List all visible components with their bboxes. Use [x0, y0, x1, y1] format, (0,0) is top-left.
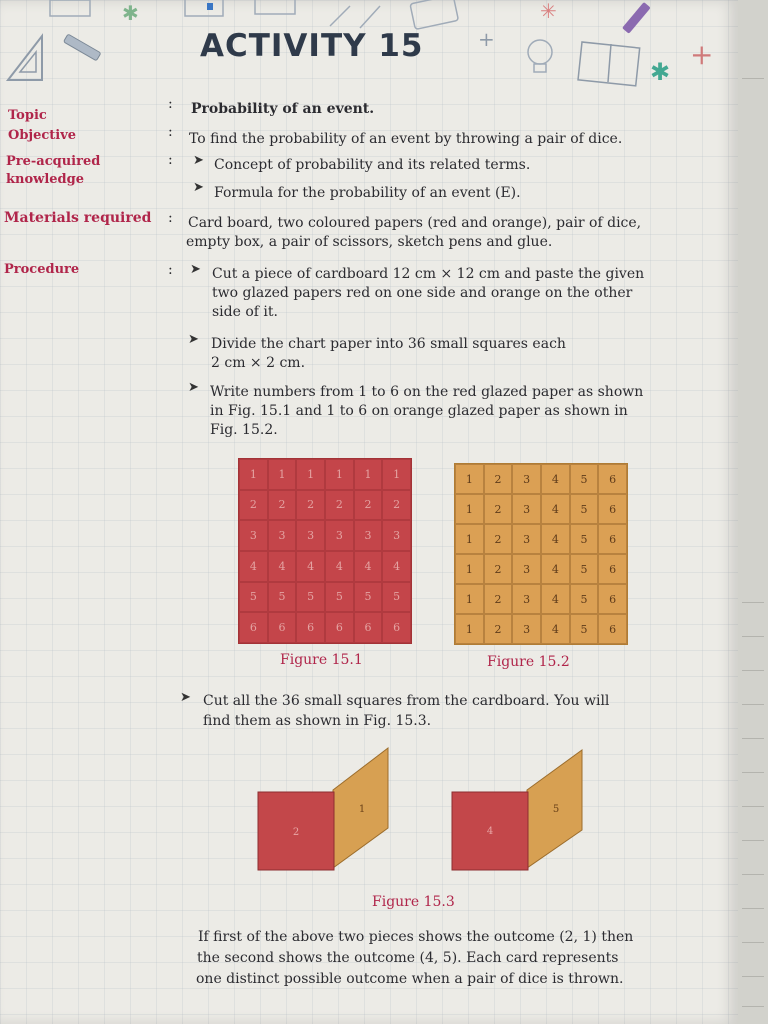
objective-value: To find the probability of an event by throwing a pair of dice.: [189, 131, 623, 147]
red-grid-cell: 3: [296, 520, 325, 551]
svg-text:✱: ✱: [122, 1, 139, 25]
procedure-colon: :: [168, 262, 173, 278]
plus-icon: [478, 27, 713, 71]
activity-title: ACTIVITY 15: [200, 28, 424, 64]
notebook-icon: [50, 0, 90, 16]
red-grid-cell: 2: [382, 490, 411, 521]
orange-grid-cell: 5: [570, 524, 599, 554]
red-grid-cell: 4: [296, 551, 325, 582]
red-grid-cell: 3: [325, 520, 354, 551]
conclusion-line: the second shows the outcome (4, 5). Each card represents: [197, 950, 619, 966]
conclusion-line: If first of the above two pieces shows the outcome (2, 1) then: [198, 929, 634, 945]
topic-colon: :: [168, 96, 173, 112]
orange-grid-cell: 2: [484, 584, 513, 614]
orange-grid-cell: 6: [598, 554, 627, 584]
orange-grid-cell: 2: [484, 464, 513, 494]
materials-line: Card board, two coloured papers (red and orange), pair of dice,: [188, 215, 642, 231]
orange-grid-cell: 5: [570, 614, 599, 644]
procedure-step-1-line: Cut a piece of cardboard 12 cm × 12 cm and paste the given: [212, 266, 645, 282]
bullet-arrow-icon: ➤: [188, 332, 199, 347]
materials-colon: :: [168, 210, 173, 226]
materials-line: empty box, a pair of scissors, sketch pens and glue.: [186, 234, 553, 250]
red-grid-cell: 5: [354, 582, 383, 613]
orange-grid-cell: 1: [455, 524, 484, 554]
procedure-step-1-line: side of it.: [212, 304, 278, 320]
procedure-label: Procedure: [4, 262, 80, 277]
card-1-red-number: 2: [292, 827, 300, 838]
bullet-arrow-icon: ➤: [188, 380, 199, 395]
red-grid-cell: 6: [325, 612, 354, 643]
red-grid-cell: 4: [268, 551, 297, 582]
orange-grid-cell: 4: [541, 554, 570, 584]
red-grid-cell: 3: [354, 520, 383, 551]
red-grid-cell: 1: [268, 459, 297, 490]
red-grid-cell: 2: [296, 490, 325, 521]
card-piece: [452, 750, 582, 870]
pre-acquired-label-line2: knowledge: [6, 172, 84, 187]
orange-grid-cell: 5: [570, 584, 599, 614]
sparkle-icon: [540, 0, 557, 23]
red-grid-cell: 1: [382, 459, 411, 490]
red-grid-cell: 2: [239, 490, 268, 521]
red-grid-cell: 1: [296, 459, 325, 490]
red-grid-cell: 3: [382, 520, 411, 551]
book-stack-icon: [255, 0, 458, 29]
orange-grid-cell: 3: [512, 464, 541, 494]
orange-grid-cell: 4: [541, 614, 570, 644]
red-grid-cell: 5: [382, 582, 411, 613]
card-piece: [258, 748, 388, 870]
conclusion-line: one distinct possible outcome when a pair of dice is thrown.: [196, 971, 624, 987]
red-grid-cell: 2: [354, 490, 383, 521]
svg-text:✱: ✱: [650, 58, 671, 86]
red-grid-cell: 4: [325, 551, 354, 582]
pen-icon: [622, 2, 651, 34]
next-page-edge: [738, 0, 768, 1024]
card-2-orange-number: 5: [552, 804, 560, 815]
orange-grid-cell: 6: [598, 494, 627, 524]
orange-grid-cell: 4: [541, 584, 570, 614]
svg-text:+: +: [478, 27, 495, 51]
pre-acquired-label: Pre-acquired: [6, 154, 101, 169]
topic-label: Topic: [8, 108, 47, 123]
red-grid-cell: 4: [354, 551, 383, 582]
red-grid-cell: 4: [239, 551, 268, 582]
asterisk-icon: [650, 58, 670, 86]
bullet-arrow-icon: ➤: [180, 690, 191, 705]
ruler-icon: [185, 0, 223, 16]
figure-15-1-caption: Figure 15.1: [280, 652, 363, 668]
red-grid-cell: 5: [239, 582, 268, 613]
orange-grid-cell: 2: [484, 554, 513, 584]
procedure-step-3-line: Fig. 15.2.: [210, 422, 278, 438]
orange-grid-cell: 2: [484, 494, 513, 524]
compass-icon: [330, 6, 380, 28]
figure-15-3-cards: [250, 740, 600, 875]
pre-acquired-item: Concept of probability and its related terms.: [214, 157, 531, 173]
set-square-icon: [8, 36, 42, 80]
card-1-orange-number: 1: [358, 804, 366, 815]
objective-label: Objective: [8, 128, 77, 143]
orange-grid-cell: 4: [541, 464, 570, 494]
bullet-arrow-icon: ➤: [193, 180, 204, 195]
topic-value: Probability of an event.: [191, 101, 375, 117]
orange-grid-cell: 1: [455, 464, 484, 494]
red-grid-cell: 6: [296, 612, 325, 643]
procedure-step-4-line: find them as shown in Fig. 15.3.: [203, 713, 432, 729]
orange-grid-cell: 6: [598, 614, 627, 644]
red-grid-cell: 6: [382, 612, 411, 643]
orange-grid-cell: 5: [570, 494, 599, 524]
red-grid-cell: 4: [382, 551, 411, 582]
svg-text:+: +: [690, 38, 714, 71]
red-grid-cell: 1: [239, 459, 268, 490]
orange-grid-cell: 6: [598, 524, 627, 554]
red-grid-cell: 2: [268, 490, 297, 521]
red-grid-cell: 6: [239, 612, 268, 643]
materials-label: Materials required: [4, 210, 152, 226]
red-grid-cell: 6: [354, 612, 383, 643]
svg-text:✳: ✳: [540, 0, 557, 23]
orange-grid-cell: 3: [512, 614, 541, 644]
orange-grid-cell: 1: [455, 614, 484, 644]
bullet-arrow-icon: ➤: [193, 153, 204, 168]
open-book-icon: [578, 42, 640, 86]
figure-15-2-grid: [454, 463, 628, 645]
red-grid-cell: 3: [268, 520, 297, 551]
red-grid-cell: 3: [239, 520, 268, 551]
bullet-arrow-icon: ➤: [190, 262, 201, 277]
orange-grid-cell: 5: [570, 554, 599, 584]
procedure-step-4-line: Cut all the 36 small squares from the cardboard. You will: [203, 693, 610, 709]
orange-grid-cell: 3: [512, 584, 541, 614]
red-grid-cell: 2: [325, 490, 354, 521]
red-grid-cell: 5: [325, 582, 354, 613]
figure-15-1-grid: [238, 458, 412, 644]
orange-grid-cell: 3: [512, 524, 541, 554]
lightbulb-icon: [528, 40, 552, 72]
orange-grid-cell: 4: [541, 494, 570, 524]
orange-grid-cell: 1: [455, 584, 484, 614]
orange-grid-cell: 3: [512, 554, 541, 584]
procedure-step-2-line: Divide the chart paper into 36 small squares each: [211, 336, 566, 352]
star-icon: [122, 1, 139, 25]
orange-grid-cell: 1: [455, 554, 484, 584]
pencil-icon: [64, 34, 101, 61]
procedure-step-2-line: 2 cm × 2 cm.: [211, 355, 306, 371]
red-grid-cell: 1: [325, 459, 354, 490]
red-grid-cell: 6: [268, 612, 297, 643]
procedure-step-1-line: two glazed papers red on one side and orange on the other: [212, 285, 633, 301]
figure-15-3-caption: Figure 15.3: [372, 894, 455, 910]
pre-acquired-colon: :: [168, 152, 173, 168]
red-grid-cell: 5: [268, 582, 297, 613]
orange-grid-cell: 3: [512, 494, 541, 524]
orange-grid-cell: 6: [598, 584, 627, 614]
procedure-step-3-line: in Fig. 15.1 and 1 to 6 on orange glazed paper as shown in: [210, 403, 628, 419]
orange-grid-cell: 4: [541, 524, 570, 554]
figure-15-2-caption: Figure 15.2: [487, 654, 570, 670]
objective-colon: :: [168, 124, 173, 140]
card-2-red-number: 4: [486, 826, 494, 837]
orange-grid-cell: 2: [484, 524, 513, 554]
pre-acquired-item: Formula for the probability of an event (E).: [214, 185, 521, 201]
red-grid-cell: 1: [354, 459, 383, 490]
orange-grid-cell: 1: [455, 494, 484, 524]
red-grid-cell: 5: [296, 582, 325, 613]
orange-grid-cell: 6: [598, 464, 627, 494]
procedure-step-3-line: Write numbers from 1 to 6 on the red glazed paper as shown: [210, 384, 644, 400]
orange-grid-cell: 2: [484, 614, 513, 644]
orange-grid-cell: 5: [570, 464, 599, 494]
